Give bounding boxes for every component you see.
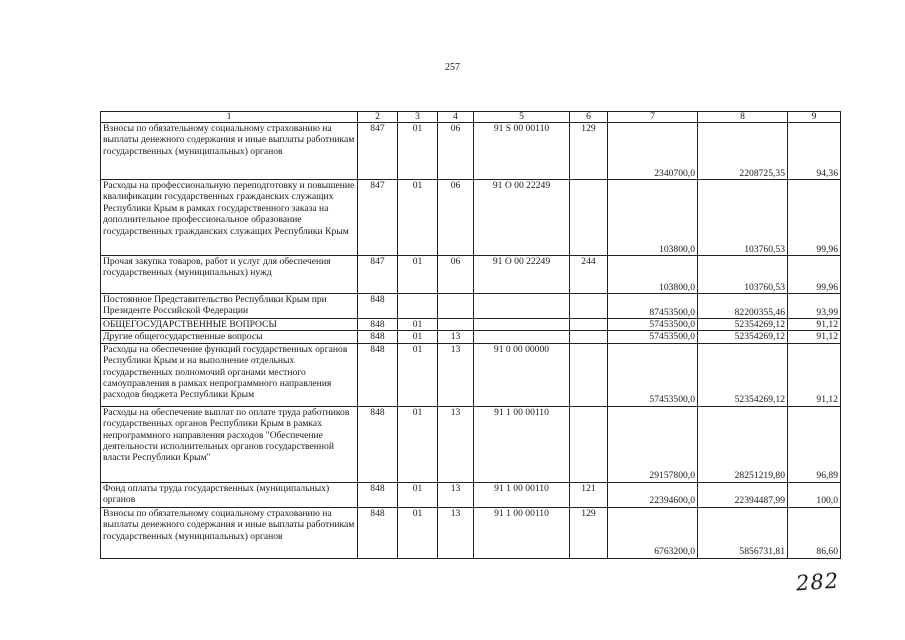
row-code-section: 01 bbox=[398, 507, 438, 558]
row-description: Постоянное Представительство Республики Крым при Президенте Российской Федерации bbox=[101, 294, 358, 319]
row-code-section: 01 bbox=[398, 331, 438, 343]
row-code-section: 01 bbox=[398, 482, 438, 507]
row-code-target: 91 1 00 00110 bbox=[474, 406, 570, 482]
row-code-section: 01 bbox=[398, 256, 438, 294]
row-planned-amount: 103800,0 bbox=[608, 180, 698, 256]
page-number: 257 bbox=[445, 62, 460, 73]
row-description: Взносы по обязательному социальному страхованию на выплаты денежного содержания и иные выплаты работникам государственных (муниципальных) органов bbox=[101, 123, 358, 180]
header-cell: 5 bbox=[474, 112, 570, 123]
row-code-ministry: 847 bbox=[358, 180, 398, 256]
row-percent: 99,96 bbox=[788, 180, 841, 256]
row-code-subsection: 13 bbox=[438, 331, 474, 343]
header-cell: 3 bbox=[398, 112, 438, 123]
table-row bbox=[101, 482, 841, 507]
row-actual-amount: 82200355,46 bbox=[698, 294, 788, 319]
row-description: Расходы на обеспечение выплат по оплате труда работников государственных органов Республики Крым в рамках непрограммного направления расходов "Обеспечение деятельности исполнительных органов государственной власти Республики Крым" bbox=[101, 406, 358, 482]
row-code-subsection bbox=[438, 319, 474, 331]
row-code-expense-type bbox=[570, 343, 608, 406]
row-code-expense-type: 244 bbox=[570, 256, 608, 294]
row-description: Взносы по обязательному социальному страхованию на выплаты денежного содержания и иные выплаты работникам государственных (муниципальных) органов bbox=[101, 507, 358, 558]
row-code-ministry: 848 bbox=[358, 319, 398, 331]
row-code-subsection: 06 bbox=[438, 180, 474, 256]
row-code-target bbox=[474, 294, 570, 319]
row-code-subsection: 06 bbox=[438, 123, 474, 180]
row-code-ministry: 847 bbox=[358, 256, 398, 294]
row-planned-amount: 22394600,0 bbox=[608, 482, 698, 507]
row-planned-amount: 103800,0 bbox=[608, 256, 698, 294]
row-code-subsection: 06 bbox=[438, 256, 474, 294]
row-percent: 100,0 bbox=[788, 482, 841, 507]
row-code-ministry: 848 bbox=[358, 294, 398, 319]
row-code-subsection: 13 bbox=[438, 343, 474, 406]
row-code-section bbox=[398, 294, 438, 319]
table-row bbox=[101, 294, 841, 319]
row-planned-amount: 87453500,0 bbox=[608, 294, 698, 319]
row-code-expense-type bbox=[570, 331, 608, 343]
row-code-section: 01 bbox=[398, 406, 438, 482]
row-planned-amount: 2340700,0 bbox=[608, 123, 698, 180]
row-code-expense-type bbox=[570, 294, 608, 319]
header-cell: 8 bbox=[698, 112, 788, 123]
row-code-expense-type: 121 bbox=[570, 482, 608, 507]
row-code-ministry: 848 bbox=[358, 343, 398, 406]
table-row bbox=[101, 319, 841, 331]
row-code-section: 01 bbox=[398, 319, 438, 331]
row-actual-amount: 103760,53 bbox=[698, 180, 788, 256]
row-actual-amount: 52354269,12 bbox=[698, 343, 788, 406]
row-code-target: 91 О 00 22249 bbox=[474, 180, 570, 256]
row-description: Другие общегосударственные вопросы bbox=[101, 331, 358, 343]
row-percent: 96,89 bbox=[788, 406, 841, 482]
table-row bbox=[101, 331, 841, 343]
row-planned-amount: 29157800,0 bbox=[608, 406, 698, 482]
row-actual-amount: 103760,53 bbox=[698, 256, 788, 294]
table-row bbox=[101, 507, 841, 558]
row-code-ministry: 848 bbox=[358, 507, 398, 558]
table-row bbox=[101, 343, 841, 406]
row-code-expense-type: 129 bbox=[570, 123, 608, 180]
row-code-expense-type bbox=[570, 319, 608, 331]
row-actual-amount: 22394487,99 bbox=[698, 482, 788, 507]
row-actual-amount: 2208725,35 bbox=[698, 123, 788, 180]
row-code-ministry: 848 bbox=[358, 406, 398, 482]
row-planned-amount: 57453500,0 bbox=[608, 319, 698, 331]
row-percent: 99,96 bbox=[788, 256, 841, 294]
row-description: Расходы на профессиональную переподготовку и повышение квалификации государственных гражданских служащих Республики Крым в рамках государственного заказа на дополнительное профессиональное образование государственных гражданских служащих Республики Крым bbox=[101, 180, 358, 256]
row-code-target: 91 0 00 00000 bbox=[474, 343, 570, 406]
table-header-row bbox=[101, 112, 841, 123]
row-code-subsection bbox=[438, 294, 474, 319]
row-planned-amount: 6763200,0 bbox=[608, 507, 698, 558]
row-code-expense-type bbox=[570, 180, 608, 256]
row-code-subsection: 13 bbox=[438, 406, 474, 482]
budget-execution-table bbox=[100, 111, 841, 559]
header-cell: 1 bbox=[101, 112, 358, 123]
row-description: ОБЩЕГОСУДАРСТВЕННЫЕ ВОПРОСЫ bbox=[101, 319, 358, 331]
row-code-section: 01 bbox=[398, 123, 438, 180]
row-code-subsection: 13 bbox=[438, 482, 474, 507]
row-planned-amount: 57453500,0 bbox=[608, 331, 698, 343]
row-code-ministry: 848 bbox=[358, 482, 398, 507]
row-code-target: 91 1 00 00110 bbox=[474, 482, 570, 507]
row-actual-amount: 28251219,80 bbox=[698, 406, 788, 482]
row-actual-amount: 52354269,12 bbox=[698, 319, 788, 331]
row-code-expense-type: 129 bbox=[570, 507, 608, 558]
row-percent: 94,36 bbox=[788, 123, 841, 180]
row-percent: 93,99 bbox=[788, 294, 841, 319]
row-percent: 86,60 bbox=[788, 507, 841, 558]
header-cell: 4 bbox=[438, 112, 474, 123]
handwritten-page-number: 282 bbox=[795, 568, 840, 596]
row-planned-amount: 57453500,0 bbox=[608, 343, 698, 406]
header-cell: 9 bbox=[788, 112, 841, 123]
table-row bbox=[101, 256, 841, 294]
row-percent: 91,12 bbox=[788, 331, 841, 343]
header-cell: 7 bbox=[608, 112, 698, 123]
row-code-target bbox=[474, 331, 570, 343]
row-code-ministry: 847 bbox=[358, 123, 398, 180]
row-code-target: 91 S 00 00110 bbox=[474, 123, 570, 180]
row-code-target bbox=[474, 319, 570, 331]
table-row bbox=[101, 406, 841, 482]
row-description: Фонд оплаты труда государственных (муниципальных) органов bbox=[101, 482, 358, 507]
row-percent: 91,12 bbox=[788, 343, 841, 406]
row-code-subsection: 13 bbox=[438, 507, 474, 558]
row-percent: 91,12 bbox=[788, 319, 841, 331]
table-row bbox=[101, 123, 841, 180]
table-row bbox=[101, 180, 841, 256]
header-cell: 6 bbox=[570, 112, 608, 123]
row-code-target: 91 О 00 22249 bbox=[474, 256, 570, 294]
row-code-ministry: 848 bbox=[358, 331, 398, 343]
row-actual-amount: 52354269,12 bbox=[698, 331, 788, 343]
row-actual-amount: 5856731,81 bbox=[698, 507, 788, 558]
row-code-section: 01 bbox=[398, 180, 438, 256]
row-code-section: 01 bbox=[398, 343, 438, 406]
row-description: Прочая закупка товаров, работ и услуг для обеспечения государственных (муниципальных) нужд bbox=[101, 256, 358, 294]
row-code-expense-type bbox=[570, 406, 608, 482]
row-code-target: 91 1 00 00110 bbox=[474, 507, 570, 558]
row-description: Расходы на обеспечение функций государственных органов Республики Крым и на выполнение отдельных государственных полномочий органами местного самоуправления в рамках непрограммного направления расходов бюджета Республики Крым bbox=[101, 343, 358, 406]
header-cell: 2 bbox=[358, 112, 398, 123]
